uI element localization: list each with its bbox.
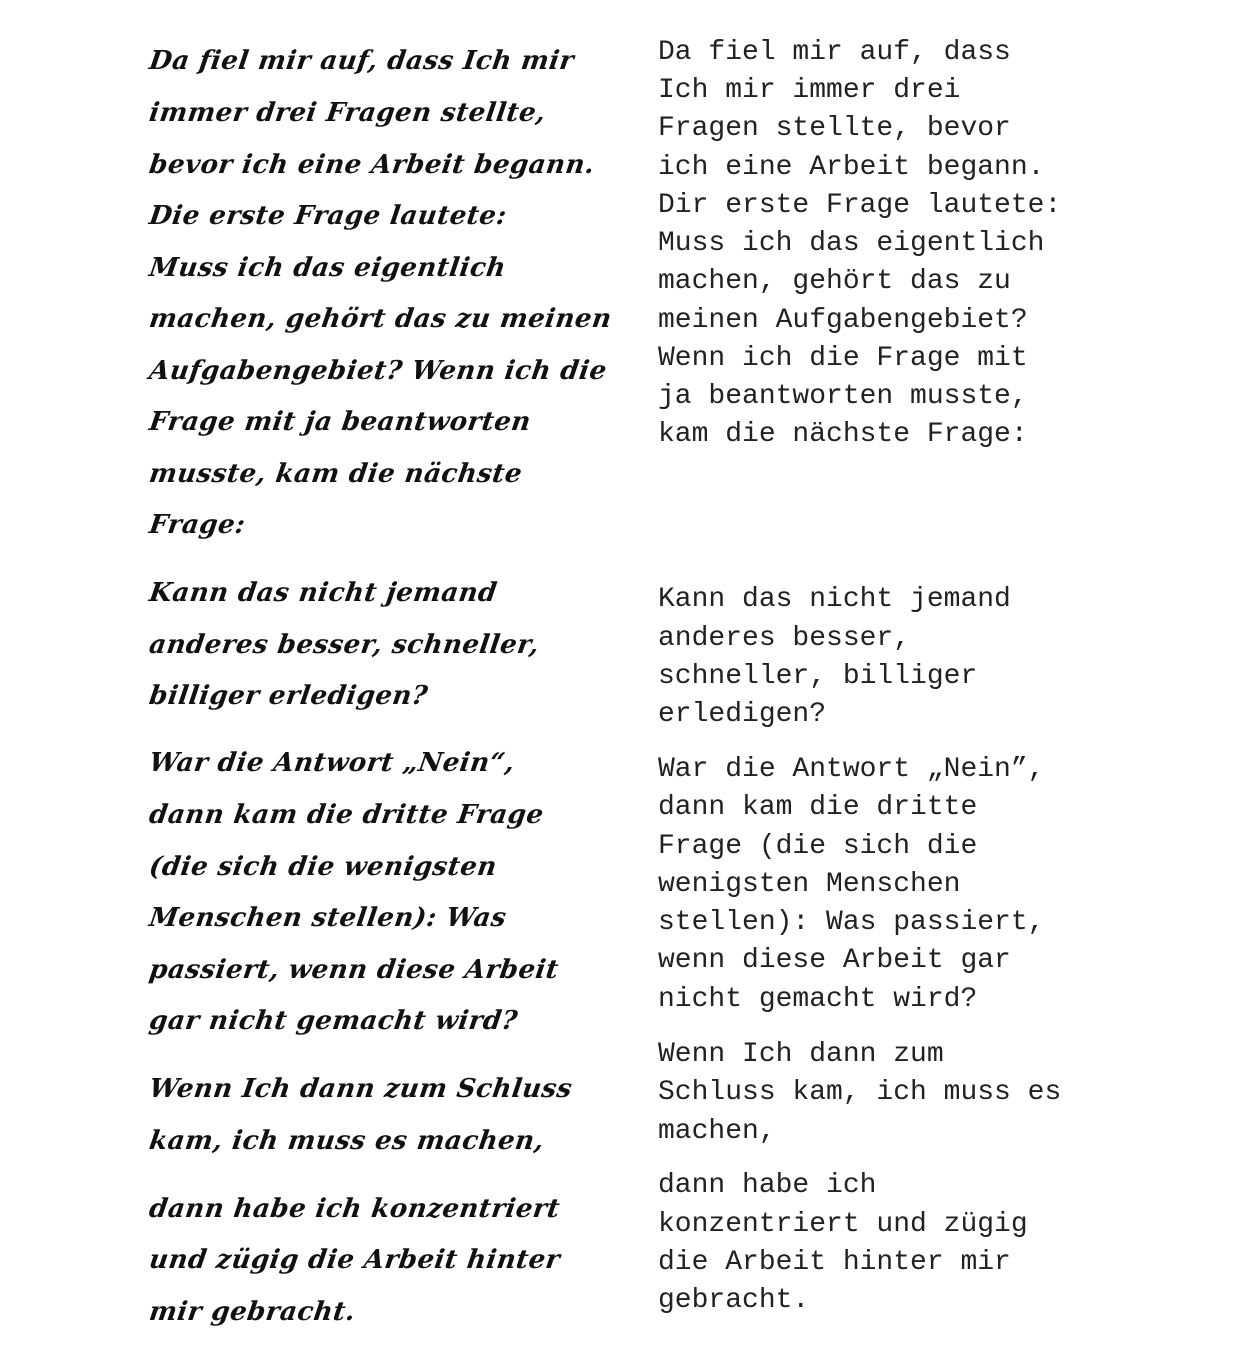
transcription-line: Kann das nicht jemand xyxy=(658,584,1011,615)
script-line: musste, kam die nächste xyxy=(147,459,525,489)
script-line: Menschen stellen): Was xyxy=(147,903,509,933)
script-line: bevor ich eine Arbeit begann. xyxy=(147,150,597,180)
transcription-line: War die Antwort „Nein”, xyxy=(658,754,1045,785)
script-line: War die Antwort „Nein“, xyxy=(147,748,517,778)
transcription-line: nicht gemacht wird? xyxy=(658,984,978,1015)
script-line: billiger erledigen? xyxy=(147,681,430,711)
script-line: dann habe ich konzentriert xyxy=(147,1194,562,1224)
transcription-line: gebracht. xyxy=(658,1285,810,1316)
script-line: mir gebracht. xyxy=(147,1297,358,1327)
script-line: passiert, wenn diese Arbeit xyxy=(147,955,561,985)
transcription-line: ich eine Arbeit begann. xyxy=(658,152,1045,183)
transcription-line: Frage (die sich die xyxy=(658,831,978,862)
script-line: und zügig die Arbeit hinter xyxy=(147,1245,563,1275)
transcription-line: Wenn ich die Frage mit xyxy=(658,343,1028,374)
transcription-line: Muss ich das eigentlich xyxy=(658,228,1045,259)
script-line: (die sich die wenigsten xyxy=(147,852,499,882)
transcription-line: Fragen stellte, bevor xyxy=(658,113,1011,144)
script-line: Die erste Frage lautete: xyxy=(147,201,509,231)
transcription-line: wenigsten Menschen xyxy=(658,869,961,900)
transcription-line: konzentriert und zügig xyxy=(658,1209,1028,1240)
transcription-line: dann kam die dritte xyxy=(658,792,978,823)
transcription-line: die Arbeit hinter mir xyxy=(658,1247,1011,1278)
transcription-line: Da fiel mir auf, dass xyxy=(658,37,1011,68)
transcription-line: anderes besser, xyxy=(658,623,911,654)
transcription-line: stellen): Was passiert, xyxy=(658,907,1045,938)
transcription-line: Ich mir immer drei xyxy=(658,75,961,106)
script-line: Frage mit ja beantworten xyxy=(147,407,533,437)
transcription-line: Dir erste Frage lautete: xyxy=(658,190,1062,221)
script-line: Muss ich das eigentlich xyxy=(147,253,508,283)
transcription-line: kam die nächste Frage: xyxy=(658,419,1028,450)
transcription-line: machen, xyxy=(658,1116,776,1147)
script-line: Da fiel mir auf, dass Ich mir xyxy=(147,46,576,76)
script-line: machen, gehört das zu meinen xyxy=(147,304,614,334)
script-line: immer drei Fragen stellte, xyxy=(147,98,548,128)
script-line: Kann das nicht jemand xyxy=(147,578,499,608)
transcription-line: Schluss kam, ich muss es xyxy=(658,1077,1062,1108)
transcription-line: dann habe ich xyxy=(658,1170,877,1201)
transcription-line: ja beantworten musste, xyxy=(658,381,1028,412)
script-line: anderes besser, schneller, xyxy=(147,630,542,660)
script-line: dann kam die dritte Frage xyxy=(147,800,546,830)
script-line: kam, ich muss es machen, xyxy=(147,1126,547,1156)
script-line: gar nicht gemacht wird? xyxy=(147,1006,520,1036)
transcription-line: machen, gehört das zu xyxy=(658,266,1011,297)
transcription-line: Wenn Ich dann zum xyxy=(658,1039,944,1070)
transcription-line: erledigen? xyxy=(658,699,827,730)
transcription-line: meinen Aufgabengebiet? xyxy=(658,305,1028,336)
script-line: Aufgabengebiet? Wenn ich die xyxy=(147,356,609,386)
script-line: Wenn Ich dann zum Schluss xyxy=(147,1074,575,1104)
transcription-line: schneller, billiger xyxy=(658,661,978,692)
transcription-line: wenn diese Arbeit gar xyxy=(658,945,1011,976)
script-line: Frage: xyxy=(147,510,248,540)
